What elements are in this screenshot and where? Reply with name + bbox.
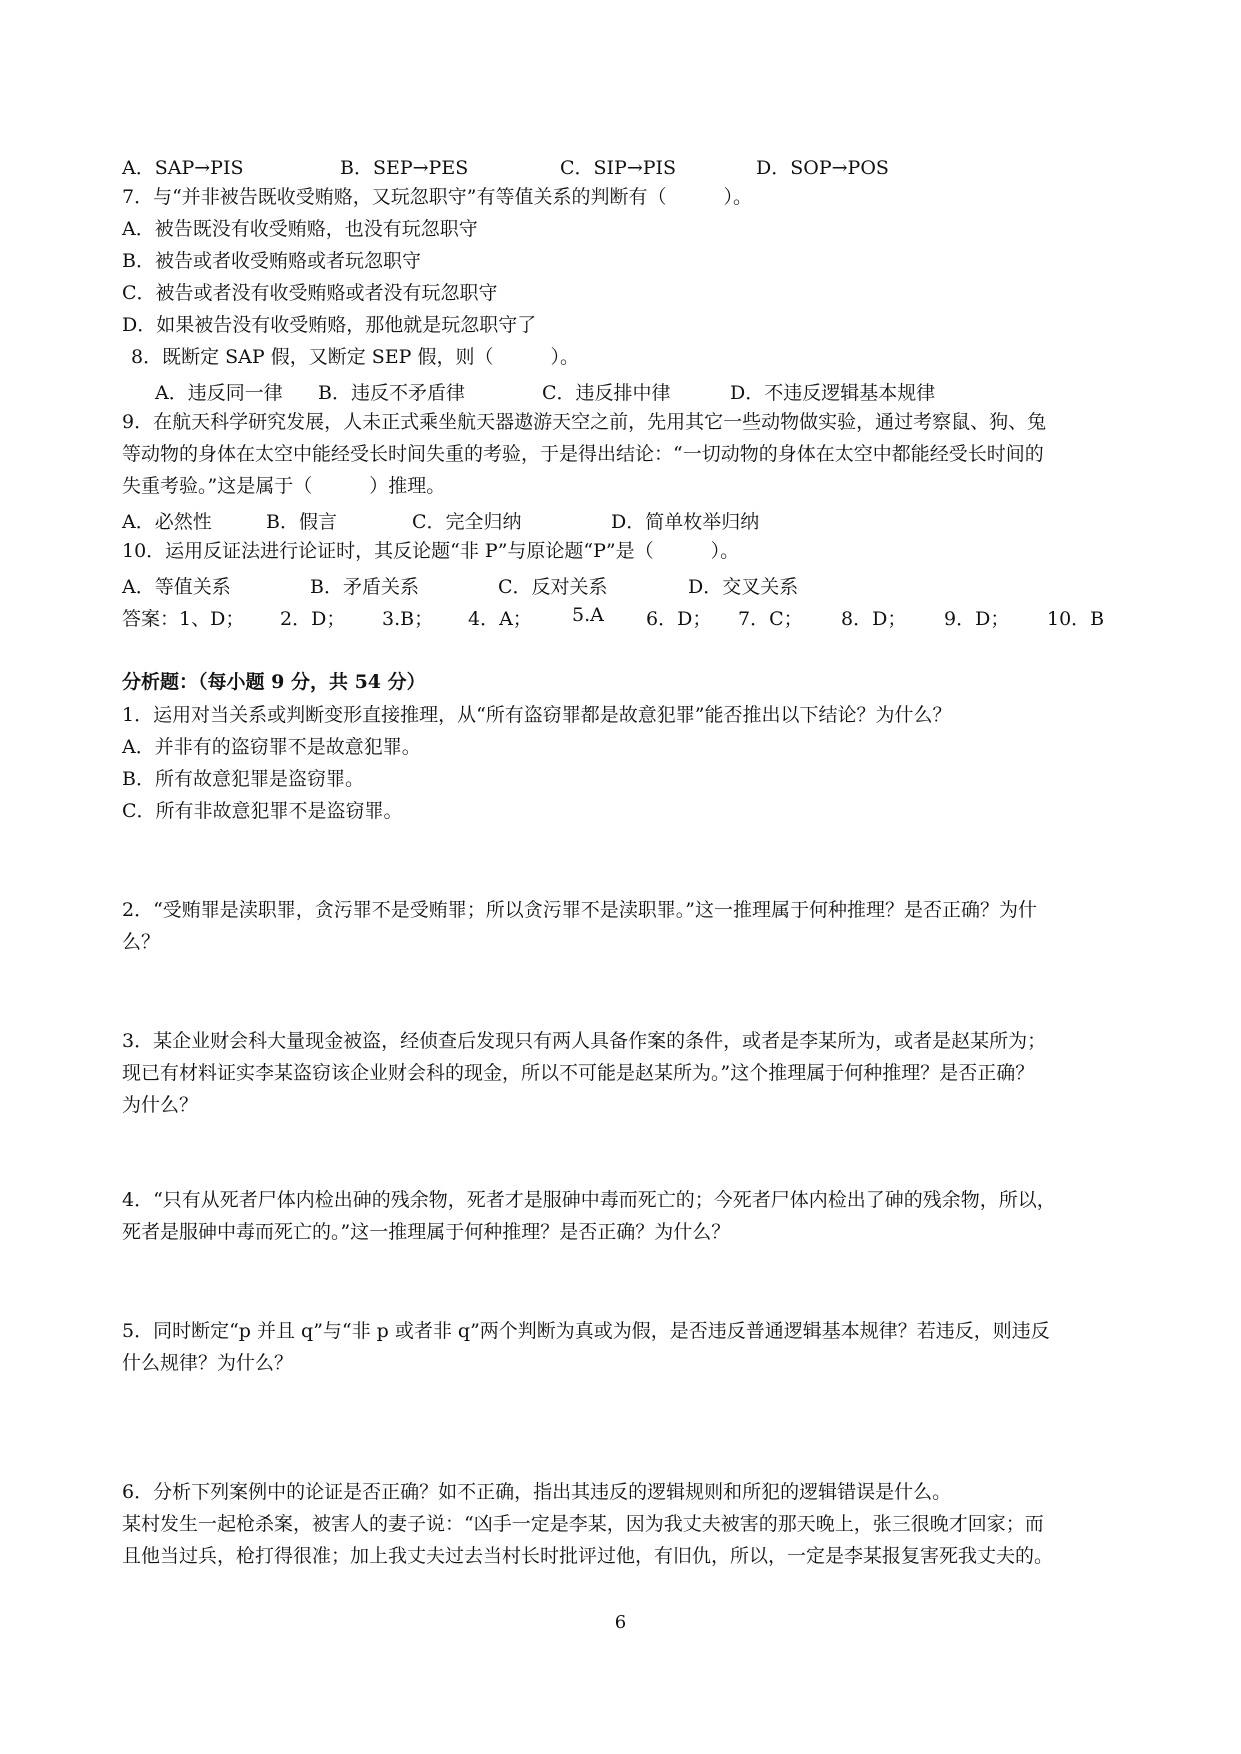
analysis-q1-stem: 1．运用对当关系或判断变形直接推理，从“所有盗窃罪都是故意犯罪”能否推出以下结论？为什么？	[122, 704, 952, 726]
page-number: 6	[614, 1612, 627, 1633]
analysis-q1-option-c: C．所有非故意犯罪不是盗窃罪。	[122, 800, 403, 822]
q6-option-d: D．SOP→POS	[756, 157, 889, 179]
analysis-q6-line-1: 6．分析下列案例中的论证是否正确？如不正确，指出其违反的逻辑规则和所犯的逻辑错误是什么。	[122, 1481, 952, 1503]
analysis-q1-option-b: B．所有故意犯罪是盗窃罪。	[122, 768, 364, 790]
answer-8: 8．D；	[841, 608, 907, 630]
analysis-q1-option-a: A．并非有的盗窃罪不是故意犯罪。	[122, 736, 421, 758]
answer-5: 5.A	[572, 604, 604, 626]
answer-2: 2．D；	[280, 608, 346, 630]
analysis-q5-line-1: 5．同时断定“p 并且 q”与“非 p 或者非 q”两个判断为真或为假，是否违反普通逻辑基本规律？若违反，则违反	[122, 1320, 1050, 1342]
q7-stem: 7．与“并非被告既收受贿赂，又玩忽职守”有等值关系的判断有（ ）。	[122, 186, 753, 208]
q9-line-2: 等动物的身体在太空中能经受长时间失重的考验，于是得出结论：“一切动物的身体在太空中都能经受长时间的	[122, 443, 1044, 465]
q6-option-c: C．SIP→PIS	[560, 157, 677, 179]
q6-option-a: A．SAP→PIS	[122, 157, 244, 179]
q6-option-b: B．SEP→PES	[340, 157, 469, 179]
q7-option-c: C．被告或者没有收受贿赂或者没有玩忽职守	[122, 282, 498, 304]
analysis-heading: 分析题：（每小题 9 分，共 54 分）	[122, 671, 426, 693]
q8-option-b: B．违反不矛盾律	[318, 382, 465, 404]
analysis-q5-line-2: 什么规律？为什么？	[122, 1352, 294, 1374]
analysis-q3-line-3: 为什么？	[122, 1094, 199, 1116]
answer-9: 9．D；	[944, 608, 1010, 630]
q7-option-d: D．如果被告没有收受贿赂，那他就是玩忽职守了	[122, 314, 537, 336]
q8-option-d: D．不违反逻辑基本规律	[730, 382, 936, 404]
q9-line-1: 9．在航天科学研究发展，人未正式乘坐航天器遨游天空之前，先用其它一些动物做实验，通过考察鼠、狗、兔	[122, 411, 1047, 433]
analysis-q4-line-1: 4．“只有从死者尸体内检出砷的残余物，死者才是服砷中毒而死亡的；今死者尸体内检出了砷的残余物，所以，	[122, 1189, 1056, 1211]
answer-4: 4．A；	[468, 608, 532, 630]
analysis-q2-line-2: 么？	[122, 931, 161, 953]
q9-line-3: 失重考验。”这是属于（ ）推理。	[122, 475, 446, 497]
q10-option-d: D．交叉关系	[688, 576, 799, 598]
answer-10: 10．B	[1047, 608, 1105, 630]
analysis-q3-line-1: 3．某企业财会科大量现金被盗，经侦查后发现只有两人具备作案的条件，或者是李某所为，或者是赵某所为；	[122, 1030, 1047, 1052]
q10-option-c: C．反对关系	[498, 576, 608, 598]
q7-option-b: B．被告或者收受贿赂或者玩忽职守	[122, 250, 421, 272]
q9-option-a: A．必然性	[122, 511, 212, 533]
q10-option-a: A．等值关系	[122, 576, 231, 598]
q9-option-d: D．简单枚举归纳	[611, 511, 760, 533]
q8-option-c: C．违反排中律	[542, 382, 671, 404]
answer-7: 7．C；	[738, 608, 803, 630]
q9-option-b: B．假言	[266, 511, 337, 533]
q8-option-a: A．违反同一律	[155, 382, 283, 404]
answer-6: 6．D；	[646, 608, 712, 630]
analysis-q4-line-2: 死者是服砷中毒而死亡的。”这一推理属于何种推理？是否正确？为什么？	[122, 1221, 731, 1243]
q8-stem: 8．既断定 SAP 假，又断定 SEP 假，则（ ）。	[131, 346, 579, 368]
q10-stem: 10．运用反证法进行论证时，其反论题“非 P”与原论题“P”是（ ）。	[122, 540, 740, 562]
q9-option-c: C．完全归纳	[412, 511, 522, 533]
q10-option-b: B．矛盾关系	[310, 576, 419, 598]
q7-option-a: A．被告既没有收受贿赂，也没有玩忽职守	[122, 218, 478, 240]
answers-label: 答案：1、D；	[122, 608, 245, 630]
answer-3: 3.B；	[382, 608, 434, 630]
analysis-q6-line-2: 某村发生一起枪杀案，被害人的妻子说：“凶手一定是李某，因为我丈夫被害的那天晚上，张三很晚才回家；而	[122, 1513, 1044, 1535]
analysis-q2-line-1: 2．“受贿罪是渎职罪，贪污罪不是受贿罪；所以贪污罪不是渎职罪。”这一推理属于何种推理？是否正确？为什	[122, 899, 1038, 921]
analysis-q3-line-2: 现已有材料证实李某盗窃该企业财会科的现金，所以不可能是赵某所为。”这个推理属于何种推理？是否正确？	[122, 1062, 1035, 1084]
analysis-q6-line-3: 且他当过兵，枪打得很准；加上我丈夫过去当村长时批评过他，有旧仇，所以，一定是李某报复害死我丈夫的。	[122, 1545, 1054, 1567]
